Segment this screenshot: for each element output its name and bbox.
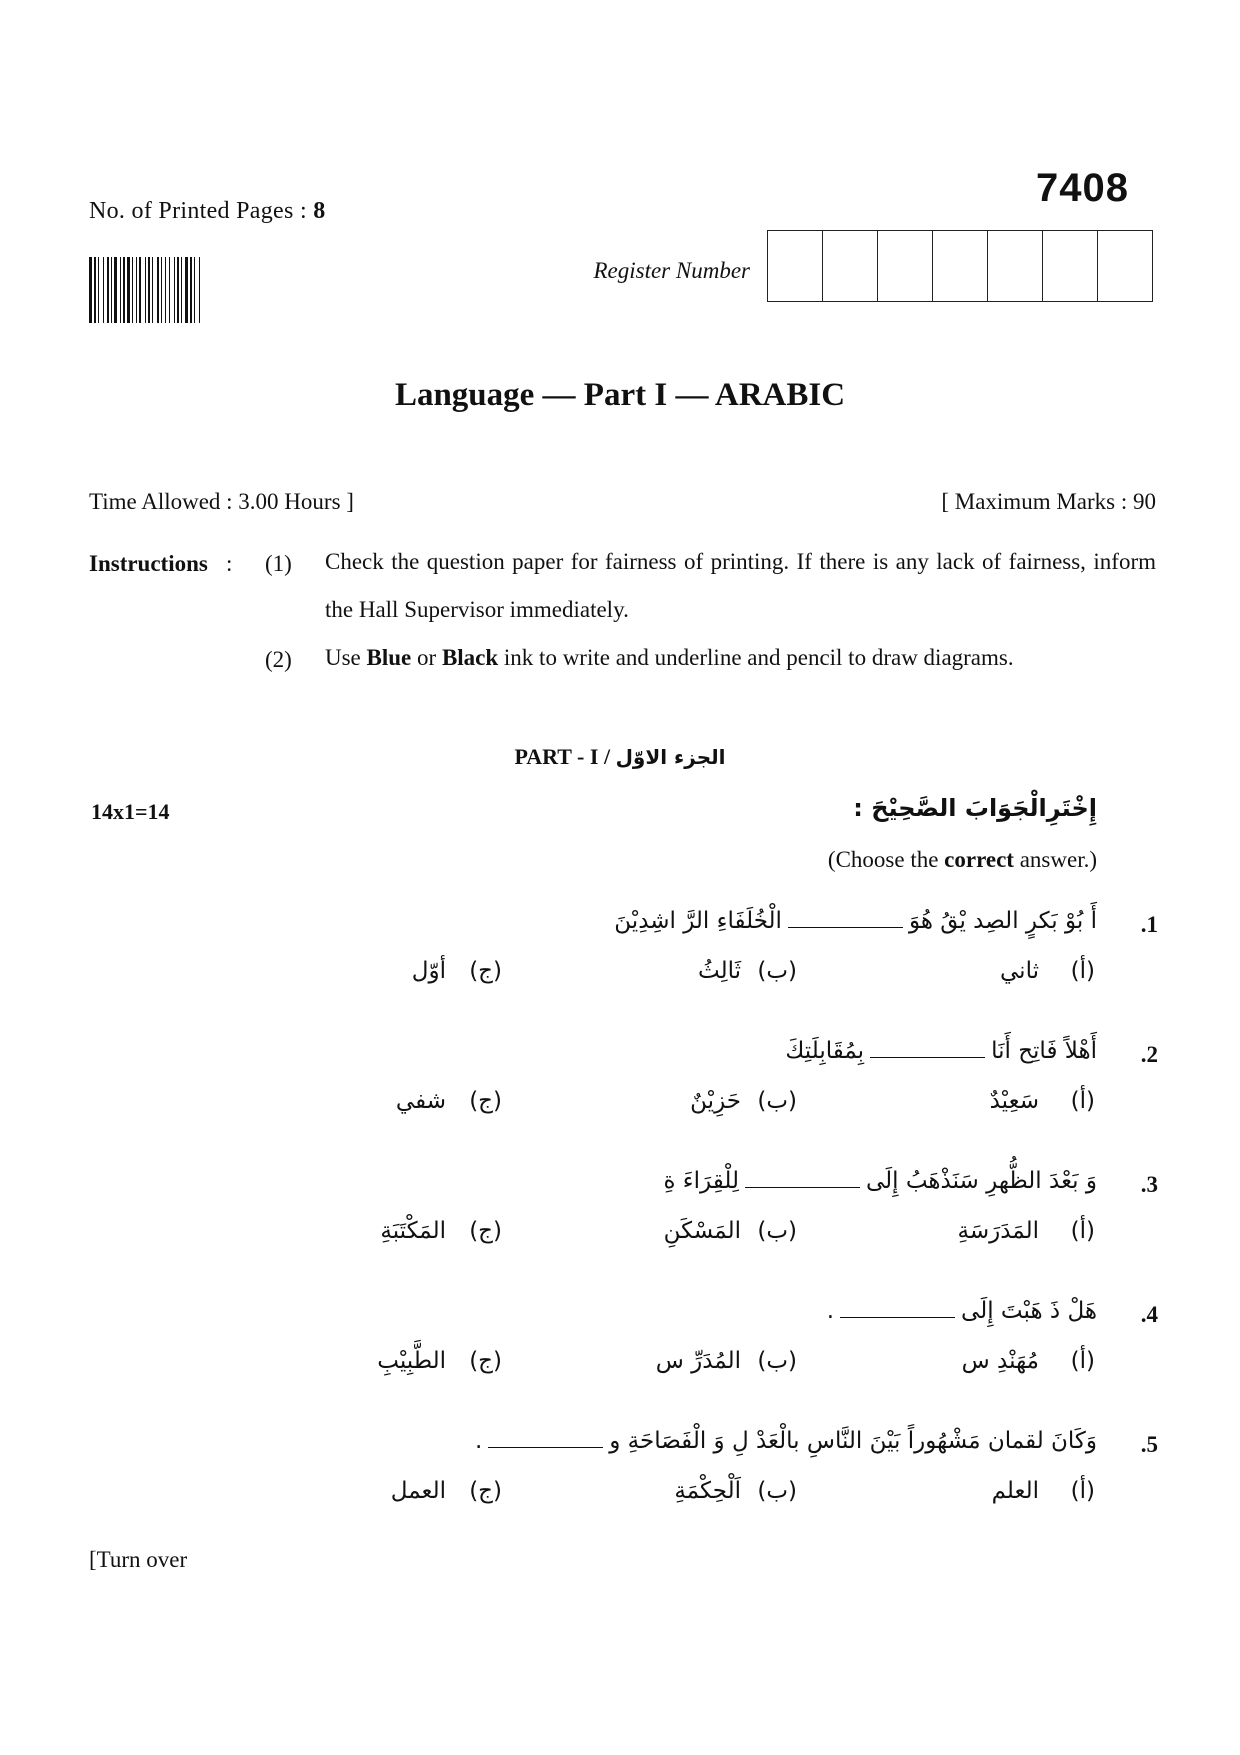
option-b[interactable] bbox=[698, 958, 797, 984]
option-text: أوّل bbox=[411, 958, 446, 984]
arabic-instruction: إِخْتَرِالْجَوَابَ الصَّحِيْحَ : bbox=[853, 794, 1097, 822]
instruction-bold-black: Black bbox=[441, 645, 499, 670]
option-text: شفي bbox=[395, 1088, 446, 1114]
question-number: .1 bbox=[1140, 912, 1158, 937]
option-label: (ب) bbox=[757, 1478, 797, 1504]
option-label: (ب) bbox=[757, 958, 797, 984]
question-text-after: بِمُقَابِلَتِكَ bbox=[785, 1038, 865, 1064]
option-c[interactable] bbox=[377, 1348, 502, 1374]
option-text: الطَّبِيْبِ bbox=[377, 1348, 446, 1374]
option-a[interactable] bbox=[992, 1478, 1095, 1504]
question-text-before: أَ بُوْ بَكرٍ الصِد يْقُ هُوَ bbox=[908, 908, 1097, 934]
question-text bbox=[400, 1298, 1097, 1324]
marks-scheme: 14x1=14 bbox=[91, 799, 170, 824]
register-digit-box[interactable] bbox=[877, 230, 932, 302]
register-number-boxes bbox=[767, 230, 1153, 302]
option-label: (أ) bbox=[1070, 1478, 1095, 1504]
barcode-image bbox=[89, 257, 333, 323]
maximum-marks: [ Maximum Marks : 90 bbox=[941, 489, 1156, 514]
option-text: ثَالِثُ bbox=[697, 958, 741, 984]
register-number-label: Register Number bbox=[593, 258, 750, 283]
instructions-colon: : bbox=[226, 551, 233, 576]
question-text bbox=[400, 908, 1097, 934]
question-text-after: . bbox=[826, 1298, 835, 1324]
register-digit-box[interactable] bbox=[932, 230, 987, 302]
answer-blank bbox=[488, 1441, 603, 1448]
question-text-before: هَلْ ذَ هَبْتَ إِلَى bbox=[961, 1298, 1097, 1324]
option-text: العلم bbox=[991, 1478, 1039, 1504]
printed-pages-line bbox=[89, 198, 326, 225]
english-instruction-part: answer.) bbox=[1013, 847, 1097, 872]
option-b[interactable] bbox=[664, 1218, 797, 1244]
option-a[interactable] bbox=[962, 1348, 1095, 1374]
option-label: (ج) bbox=[469, 958, 502, 984]
option-text: ثاني bbox=[1000, 958, 1039, 984]
option-text: سَعِيْدٌ bbox=[989, 1088, 1039, 1114]
answer-blank bbox=[788, 921, 903, 928]
option-b[interactable] bbox=[656, 1348, 797, 1374]
question-text-before: وَكَانَ لقمان مَشْهُوراً بَيْنَ النَّاسِ بالْعَدْ لِ وَ الْفَصَاحَةِ و bbox=[609, 1428, 1097, 1454]
paper-title: Language — Part I — ARABIC bbox=[394, 377, 846, 413]
option-c[interactable] bbox=[396, 1088, 502, 1114]
option-text: المَكْتَبَةِ bbox=[380, 1218, 446, 1244]
option-label: (ج) bbox=[469, 1348, 502, 1374]
option-label: (ب) bbox=[757, 1218, 797, 1244]
question-text-before: أَهْلاً فَاتِح أَنَا bbox=[991, 1038, 1097, 1064]
question-number: .2 bbox=[1140, 1042, 1158, 1067]
option-text: المَسْكَنِ bbox=[663, 1218, 741, 1244]
instruction-bold-blue: Blue bbox=[366, 645, 412, 670]
instruction-text bbox=[325, 634, 1156, 682]
option-b[interactable] bbox=[674, 1478, 797, 1504]
option-c[interactable] bbox=[412, 958, 502, 984]
register-digit-box[interactable] bbox=[767, 230, 822, 302]
instruction-number: (1) bbox=[265, 551, 292, 576]
answer-blank bbox=[870, 1051, 985, 1058]
time-allowed: Time Allowed : 3.00 Hours ] bbox=[89, 489, 354, 514]
instruction-text-part: Use bbox=[325, 645, 367, 670]
answer-blank bbox=[745, 1181, 860, 1188]
option-a[interactable] bbox=[958, 1218, 1095, 1244]
question-text-after: . bbox=[474, 1428, 483, 1454]
turn-over-note: [Turn over bbox=[89, 1547, 188, 1572]
option-a[interactable] bbox=[1000, 958, 1095, 984]
part-heading-arabic: الجزء الاوّل bbox=[615, 745, 726, 769]
option-label: (ج) bbox=[469, 1088, 502, 1114]
option-label: (أ) bbox=[1070, 1088, 1095, 1114]
register-digit-box[interactable] bbox=[987, 230, 1042, 302]
option-text: مُهَنْدِ س bbox=[961, 1348, 1039, 1374]
question-number: .3 bbox=[1140, 1172, 1158, 1197]
question-text bbox=[400, 1168, 1097, 1194]
register-digit-box[interactable] bbox=[822, 230, 877, 302]
register-digit-box[interactable] bbox=[1042, 230, 1097, 302]
option-text: حَزِيْنٌ bbox=[690, 1088, 741, 1114]
option-text: المَدَرَسَةِ bbox=[957, 1218, 1039, 1244]
option-label: (أ) bbox=[1070, 958, 1095, 984]
option-a[interactable] bbox=[990, 1088, 1095, 1114]
instruction-number: (2) bbox=[265, 647, 292, 672]
option-text: العمل bbox=[390, 1478, 446, 1504]
printed-pages-label: No. of Printed Pages : bbox=[89, 198, 307, 224]
question-text-after: الْخُلَفَاءِ الرَّ اشِدِيْنَ bbox=[614, 908, 782, 934]
question-number: .4 bbox=[1140, 1302, 1158, 1327]
english-instruction-part: (Choose the bbox=[827, 847, 945, 872]
question-number: .5 bbox=[1140, 1432, 1158, 1457]
instruction-text-part: or bbox=[411, 645, 442, 670]
option-label: (ج) bbox=[469, 1478, 502, 1504]
question-text-before: وَ بَعْدَ الظُّهرِ سَنَذْهَبُ إِلَى bbox=[865, 1168, 1097, 1194]
register-digit-box[interactable] bbox=[1097, 230, 1153, 302]
option-c[interactable] bbox=[391, 1478, 502, 1504]
instruction-text-part: ink to write and underline and pencil to draw diagrams. bbox=[498, 645, 1014, 670]
instructions-heading: Instructions bbox=[89, 551, 208, 576]
option-text: المُدَرِّ س bbox=[655, 1348, 741, 1374]
part-heading bbox=[0, 744, 1240, 770]
instruction-text: Check the question paper for fairness of printing. If there is any lack of fairness, inform the Hall Supervisor immediately. bbox=[325, 549, 1156, 622]
english-instruction bbox=[700, 847, 1097, 873]
option-c[interactable] bbox=[380, 1218, 502, 1244]
paper-code: 7408 bbox=[1036, 166, 1129, 210]
option-label: (ب) bbox=[757, 1348, 797, 1374]
question-text bbox=[400, 1428, 1097, 1454]
question-text bbox=[400, 1038, 1097, 1064]
option-label: (ب) bbox=[757, 1088, 797, 1114]
option-label: (ج) bbox=[469, 1218, 502, 1244]
option-b[interactable] bbox=[690, 1088, 797, 1114]
option-text: اَلْحِكْمَةِ bbox=[674, 1478, 741, 1504]
answer-blank bbox=[840, 1311, 955, 1318]
part-heading-english: PART - I / bbox=[514, 744, 611, 769]
option-label: (أ) bbox=[1070, 1348, 1095, 1374]
question-text-after: لِلْقِرَاءَ ةِ bbox=[663, 1168, 739, 1194]
english-instruction-bold: correct bbox=[944, 847, 1014, 872]
printed-pages-value: 8 bbox=[313, 198, 326, 224]
option-label: (أ) bbox=[1070, 1218, 1095, 1244]
